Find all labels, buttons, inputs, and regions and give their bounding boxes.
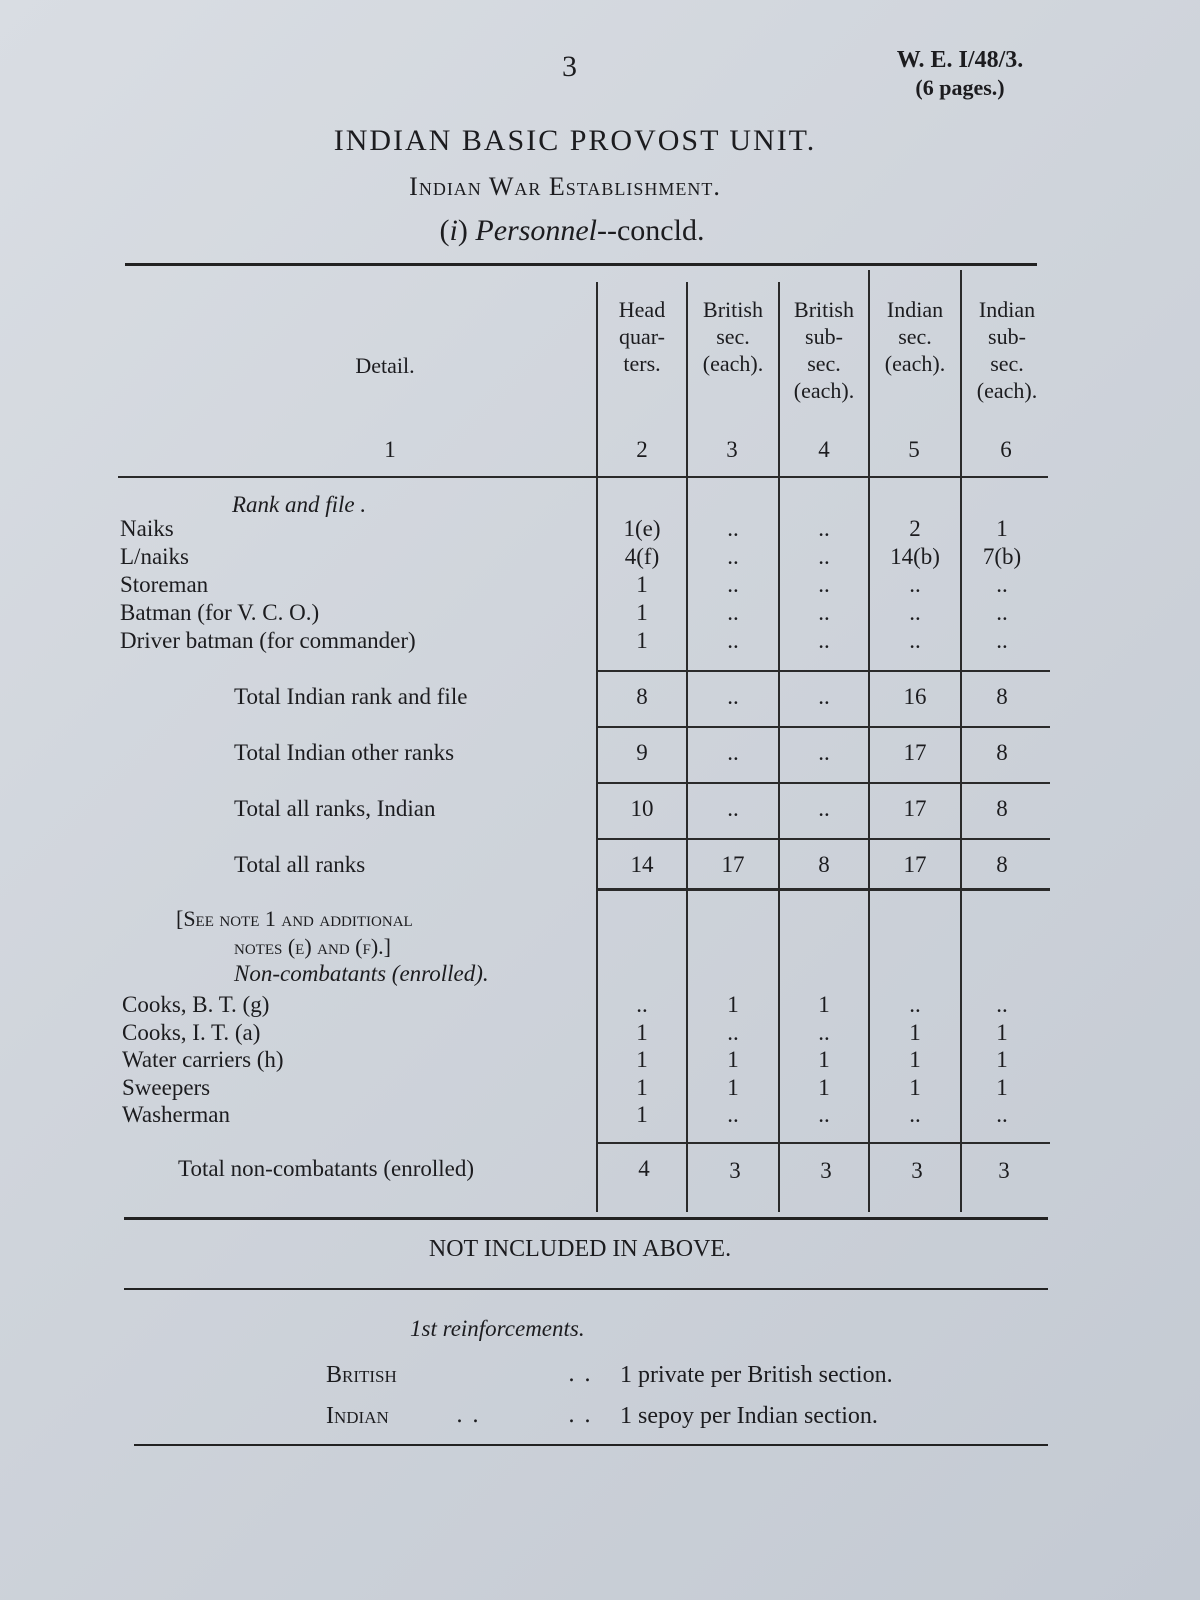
cell: 1 <box>909 1075 921 1100</box>
cell: .. <box>996 992 1008 1017</box>
col-head-hq <box>598 296 686 377</box>
col-head-line: sub- <box>988 324 1026 349</box>
cell: 14(b) <box>890 544 940 569</box>
col-head-line: ters. <box>623 351 661 376</box>
cell: 17 <box>721 852 745 877</box>
cell: .. <box>996 1102 1008 1127</box>
col-head-line: Indian <box>978 297 1036 322</box>
cell: .. <box>818 1102 830 1127</box>
leader-dots: . . <box>568 1403 592 1428</box>
part-name: Personnel <box>475 214 598 247</box>
col-head-line: (each). <box>793 378 855 403</box>
col-head-line: (each). <box>976 378 1038 403</box>
cell: .. <box>818 600 830 625</box>
leader-dots: . . <box>568 1362 592 1387</box>
cell: 2 <box>909 516 921 541</box>
cell: .. <box>727 628 739 653</box>
col-number: 1 <box>384 437 396 462</box>
col-number: 3 <box>726 437 738 462</box>
col-head-line: British <box>794 297 854 322</box>
leader-dots: . . <box>456 1403 480 1428</box>
row-label: Cooks, I. T. (a) <box>122 1020 261 1045</box>
col-number: 6 <box>1000 437 1012 462</box>
row-label: Driver batman (for commander) <box>120 628 416 653</box>
total-label: Total Indian rank and file <box>234 684 468 709</box>
indian-text: 1 sepoy per Indian section. <box>620 1403 878 1429</box>
cell: .. <box>727 740 739 765</box>
col-head-line: (each). <box>884 351 946 376</box>
establishment-title: Indian War Establishment. <box>409 172 721 201</box>
total-rule <box>598 838 1050 840</box>
part-prefix: ( <box>439 214 450 247</box>
cell: .. <box>909 628 921 653</box>
col-head-indian-sec <box>870 296 960 377</box>
cell: 17 <box>903 740 927 765</box>
cell: .. <box>818 544 830 569</box>
total-label: Total all ranks <box>234 852 366 877</box>
cell: .. <box>818 516 830 541</box>
non-combatants-heading: Non-combatants (enrolled). <box>234 961 489 986</box>
cell: .. <box>727 516 739 541</box>
col-head-line: British <box>703 297 763 322</box>
cell: 16 <box>903 684 927 709</box>
col-head-line: quar- <box>619 324 665 349</box>
pages-note: (6 pages.) <box>915 75 1005 100</box>
table-bottom-rule <box>124 1217 1048 1220</box>
cell: 7(b) <box>982 544 1022 569</box>
cell: 1(e) <box>623 516 661 541</box>
cell: .. <box>909 992 921 1017</box>
col-number: 4 <box>818 437 830 462</box>
row-label: Washerman <box>122 1102 230 1127</box>
col-head-line: sec. <box>807 351 841 376</box>
cell: 1 <box>636 572 648 597</box>
col-head-line: Detail. <box>355 353 415 378</box>
cell: .. <box>818 572 830 597</box>
total-rule <box>598 726 1050 728</box>
part-title <box>0 214 1172 248</box>
part-marker: i <box>449 214 458 247</box>
british-text: 1 private per British section. <box>620 1362 893 1388</box>
cell: .. <box>727 1020 739 1045</box>
cell: .. <box>727 796 739 821</box>
cell: 8 <box>996 684 1008 709</box>
cell: 1 <box>818 1075 830 1100</box>
cell: .. <box>909 600 921 625</box>
cell: .. <box>818 684 830 709</box>
footer-bottom-rule <box>134 1444 1048 1446</box>
british-label: British <box>326 1362 397 1388</box>
cell: 1 <box>996 1020 1008 1045</box>
part-close: ) <box>457 214 468 247</box>
cell: 1 <box>636 628 648 653</box>
total-rule <box>598 782 1050 784</box>
reference-code: W. E. I/48/3. <box>896 47 1024 73</box>
cell: 4(f) <box>624 544 660 569</box>
cell: .. <box>727 544 739 569</box>
col-head-line: Indian <box>886 297 944 322</box>
row-label: Cooks, B. T. (g) <box>122 992 270 1017</box>
cell: 1 <box>636 600 648 625</box>
note-line: notes (e) and (f).] <box>234 934 391 959</box>
cell: 1 <box>996 1047 1008 1072</box>
col-head-line: sub- <box>805 324 843 349</box>
cell: 1 <box>909 1020 921 1045</box>
cell: 8 <box>636 684 648 709</box>
col-head-line: (each). <box>702 351 764 376</box>
col-number: 2 <box>636 437 648 462</box>
cell: 1 <box>996 1075 1008 1100</box>
rank-and-file-heading: Rank and file . <box>232 492 367 517</box>
cell: .. <box>818 740 830 765</box>
total-label: Total all ranks, Indian <box>234 796 436 821</box>
reinforcements-heading: 1st reinforcements. <box>410 1316 585 1341</box>
col-head-line: sec. <box>716 324 750 349</box>
row-label: Naiks <box>120 516 174 541</box>
cell: .. <box>727 600 739 625</box>
reference-block <box>860 46 1060 102</box>
row-label: Storeman <box>120 572 209 597</box>
row-label: Batman (for V. C. O.) <box>120 600 320 625</box>
col-head-british-sec <box>688 296 778 377</box>
cell: .. <box>909 572 921 597</box>
cell: .. <box>818 796 830 821</box>
cell: 3 <box>911 1158 923 1183</box>
note-line: [See note 1 and additional <box>176 906 413 931</box>
cell: .. <box>818 628 830 653</box>
cell: 1 <box>636 1047 648 1072</box>
cell: 1 <box>996 516 1008 541</box>
cell: 8 <box>996 852 1008 877</box>
row-label: L/naiks <box>120 544 189 569</box>
cell: 1 <box>727 992 739 1017</box>
cell: 3 <box>820 1158 832 1183</box>
cell: .. <box>996 628 1008 653</box>
cell: 3 <box>729 1158 741 1183</box>
col-number: 5 <box>908 437 920 462</box>
cell: 1 <box>636 1075 648 1100</box>
cell: .. <box>727 684 739 709</box>
cell: 8 <box>996 740 1008 765</box>
part-suffix: --concld. <box>597 214 705 247</box>
cell: 17 <box>903 852 927 877</box>
cell: .. <box>636 992 648 1017</box>
col-head-line: sec. <box>990 351 1024 376</box>
cell: .. <box>818 1020 830 1045</box>
cell: 9 <box>636 740 648 765</box>
cell: 1 <box>636 1102 648 1127</box>
col-head-indian-subsec <box>962 296 1052 404</box>
cell: 3 <box>998 1158 1010 1183</box>
cell: 1 <box>727 1075 739 1100</box>
footer-rule <box>124 1288 1048 1290</box>
cell: .. <box>996 572 1008 597</box>
indian-label: Indian <box>326 1403 389 1429</box>
cell: .. <box>727 1102 739 1127</box>
cell: 17 <box>903 796 927 821</box>
col-head-detail <box>300 352 470 379</box>
total-label: Total non-combatants (enrolled) <box>178 1156 475 1181</box>
row-label: Water carriers (h) <box>122 1047 284 1072</box>
cell: 8 <box>996 796 1008 821</box>
total-rule <box>598 888 1050 891</box>
cell: 1 <box>727 1047 739 1072</box>
unit-title: INDIAN BASIC PROVOST UNIT. <box>333 124 817 157</box>
cell: .. <box>996 600 1008 625</box>
cell: 10 <box>630 796 654 821</box>
cell: 1 <box>909 1047 921 1072</box>
row-label: Sweepers <box>122 1075 211 1100</box>
cell: .. <box>727 572 739 597</box>
cell: 14 <box>630 852 654 877</box>
not-included-heading: NOT INCLUDED IN ABOVE. <box>428 1236 732 1262</box>
col-head-british-subsec <box>780 296 868 404</box>
cell: 8 <box>818 852 830 877</box>
col-head-line: Head <box>618 297 666 322</box>
cell: 1 <box>636 1020 648 1045</box>
total-label: Total Indian other ranks <box>234 740 455 765</box>
top-rule <box>125 263 1037 266</box>
page-number: 3 <box>562 50 577 83</box>
total-rule <box>598 1142 1050 1144</box>
col-head-line: sec. <box>898 324 932 349</box>
cell: 1 <box>818 1047 830 1072</box>
cell: .. <box>909 1102 921 1127</box>
header-rule <box>118 476 1048 478</box>
cell: 4 <box>638 1156 650 1181</box>
cell: 1 <box>818 992 830 1017</box>
total-rule <box>598 670 1050 672</box>
